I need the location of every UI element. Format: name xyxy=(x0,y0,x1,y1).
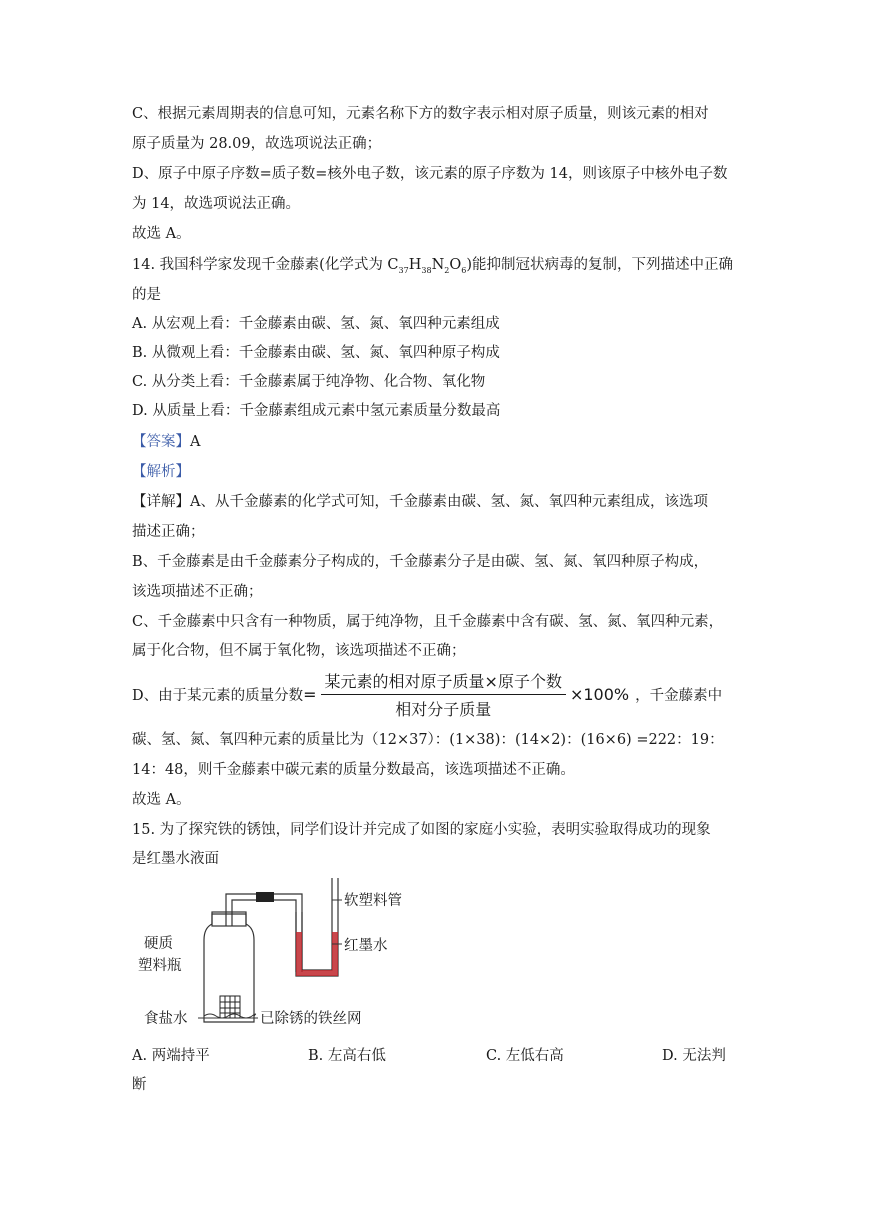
label-red-ink: 红墨水 xyxy=(344,938,388,954)
soft-plastic-tube xyxy=(226,894,302,972)
u-tube-outer xyxy=(302,878,332,970)
detail-b-2: 该选项描述不正确； xyxy=(132,584,263,600)
label-salt-water: 食盐水 xyxy=(144,1011,188,1027)
question-14-text: 14. 我国科学家发现千金藤素(化学式为 C xyxy=(132,257,399,273)
answer-line xyxy=(132,432,200,452)
formula-sub: 6 xyxy=(461,265,467,275)
line-d-analysis-2: 为 14，故选项说法正确。 xyxy=(132,196,301,212)
q14-option-a: A. 从宏观上看：千金藤素由碳、氢、氮、氧四种元素组成 xyxy=(132,316,500,332)
detail-b-1: B、千金藤素是由千金藤素分子构成的，千金藤素分子是由碳、氢、氮、氧四种原子构成， xyxy=(132,554,709,570)
tube-inner xyxy=(232,900,296,972)
formula-percent: ×100% xyxy=(569,684,630,704)
label-soft-tube: 软塑料管 xyxy=(344,893,402,909)
detail-d-3: 14：48，则千金藤素中碳元素的质量分数最高，该选项描述不正确。 xyxy=(132,762,575,778)
question-14-text: )能抑制冠状病毒的复制，下列描述中正确 xyxy=(466,257,733,273)
formula-sub: 38 xyxy=(421,265,432,275)
formula-numerator: 某元素的相对原子质量×原子个数 xyxy=(321,669,566,695)
q14-option-b: B. 从微观上看：千金藤素由碳、氢、氮、氧四种原子构成 xyxy=(132,345,500,361)
q14-option-c: C. 从分类上看：千金藤素属于纯净物、化合物、氧化物 xyxy=(132,374,486,390)
q15-option-d-cont: 断 xyxy=(132,1077,147,1093)
formula-element: O xyxy=(449,257,462,273)
q15-option-b: B. 左高右低 xyxy=(308,1048,386,1064)
q15-option-a: A. 两端持平 xyxy=(132,1048,210,1064)
label-iron-mesh: 已除锈的铁丝网 xyxy=(260,1011,362,1027)
line-choose-a-2: 故选 A。 xyxy=(132,792,191,808)
formula-sub: 2 xyxy=(444,265,450,275)
plastic-bottle xyxy=(204,914,254,1022)
line-d-analysis-1: D、原子中原子序数=质子数=核外电子数，该元素的原子序数为 14，则该原子中核外电子数 xyxy=(132,166,728,182)
detail-d-2: 碳、氢、氮、氧四种元素的质量比为（12×37）：(1×38)：(14×2)：(16×6) =222：19： xyxy=(132,732,724,748)
equals-sign: = xyxy=(303,684,317,704)
mass-fraction-formula xyxy=(321,669,566,720)
question-14-stem xyxy=(132,255,733,281)
formula-element: N xyxy=(431,257,445,273)
label-bottle-2: 塑料瓶 xyxy=(138,958,182,974)
q15-option-c: C. 左低右高 xyxy=(486,1048,564,1064)
detail-a-2: 描述正确； xyxy=(132,524,205,540)
line-choose-a-1: 故选 A。 xyxy=(132,226,191,242)
line-c-analysis-1: C、根据元素周期表的信息可知，元素名称下方的数字表示相对原子质量，则该元素的相对 xyxy=(132,106,709,122)
analysis-tag: 【解析】 xyxy=(132,464,190,480)
detail-c-1: C、千金藤素中只含有一种物质，属于纯净物，且千金藤素中含有碳、氢、氮、氧四种元素， xyxy=(132,614,724,630)
detail-d-formula-line xyxy=(132,666,722,722)
formula-sub: 37 xyxy=(398,265,409,275)
question-14-stem-2: 的是 xyxy=(132,287,161,303)
detail-d-prefix: D、由于某元素的质量分数 xyxy=(132,687,304,704)
answer-tag: 【答案】 xyxy=(132,434,190,450)
detail-a-1: 【详解】A、从千金藤素的化学式可知，千金藤素由碳、氢、氮、氧四种元素组成，该选项 xyxy=(132,494,708,510)
question-15-stem-2: 是红墨水液面 xyxy=(132,851,219,867)
detail-c-2: 属于化合物，但不属于氧化物，该选项描述不正确； xyxy=(132,643,466,659)
q14-option-d: D. 从质量上看：千金藤素组成元素中氢元素质量分数最高 xyxy=(132,403,501,419)
q15-option-d: D. 无法判 xyxy=(662,1048,726,1064)
question-15-stem: 15. 为了探究铁的锈蚀，同学们设计并完成了如图的家庭小实验，表明实验取得成功的现象 xyxy=(132,822,711,838)
formula-element: H xyxy=(408,257,422,273)
iron-rust-experiment-diagram xyxy=(130,872,430,1030)
tube-connector xyxy=(256,892,274,902)
line-c-analysis-2: 原子质量为 28.09，故选项说法正确； xyxy=(132,136,382,152)
label-bottle-1: 硬质 xyxy=(144,936,173,952)
detail-d-suffix: ，千金藤素中 xyxy=(635,687,723,704)
answer-value: A xyxy=(190,434,201,450)
formula-denominator: 相对分子质量 xyxy=(395,699,492,719)
